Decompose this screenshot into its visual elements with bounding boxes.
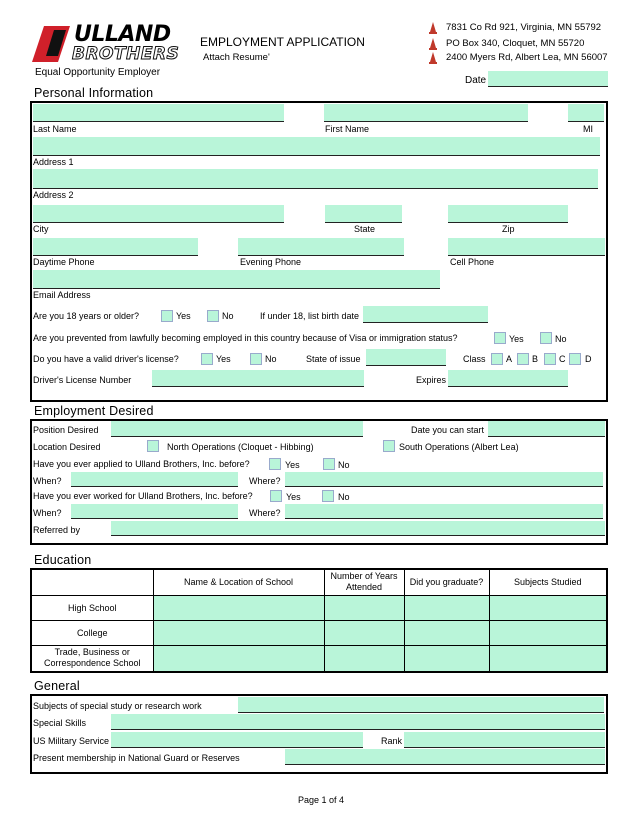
city-label: City: [33, 224, 49, 234]
evening-phone-field[interactable]: [238, 238, 404, 256]
worked-no-checkbox[interactable]: [322, 490, 334, 502]
special-study-field[interactable]: [238, 697, 604, 713]
class-b-label: B: [532, 354, 539, 364]
edu-cell-input[interactable]: [153, 595, 324, 620]
license-yes-label: Yes: [216, 354, 231, 364]
state-of-issue-field[interactable]: [366, 349, 446, 366]
visa-question: Are you prevented from lawfully becoming employed in this country because of Visa or immigration status?: [33, 333, 458, 343]
edu-cell-input[interactable]: [324, 595, 404, 620]
date-label: Date: [465, 75, 487, 86]
edu-row-label: Trade, Business or Correspondence School: [31, 645, 153, 672]
referred-field[interactable]: [111, 521, 605, 536]
rank-field[interactable]: [404, 732, 605, 748]
daytime-phone-field[interactable]: [33, 238, 198, 256]
special-skills-label: Special Skills: [33, 718, 87, 728]
edu-cell-input[interactable]: [404, 620, 489, 645]
license-yes-checkbox[interactable]: [201, 353, 213, 365]
class-c-checkbox[interactable]: [544, 353, 556, 365]
visa-yes-label: Yes: [509, 334, 524, 344]
edu-row-label: High School: [31, 595, 153, 620]
education-table: [30, 568, 608, 673]
zip-label: Zip: [502, 224, 515, 234]
class-d-label: D: [585, 354, 592, 364]
state-label: State: [354, 224, 376, 234]
applied-when-field[interactable]: [71, 472, 238, 487]
class-c-label: C: [559, 354, 566, 364]
class-label: Class: [463, 354, 486, 364]
city-field[interactable]: [33, 205, 284, 223]
edu-header-blank: [31, 569, 153, 595]
edu-header-graduate: Did you graduate?: [404, 569, 489, 595]
form-title: EMPLOYMENT APPLICATION: [200, 35, 365, 49]
visa-yes-checkbox[interactable]: [494, 332, 506, 344]
section-title-education: Education: [34, 553, 92, 567]
edu-cell-input[interactable]: [489, 620, 607, 645]
worked-when-label: When?: [33, 508, 62, 518]
edu-header-school: Name & Location of School: [153, 569, 324, 595]
age-no-label: No: [222, 311, 234, 321]
guard-field[interactable]: [285, 749, 605, 765]
applied-yes-label: Yes: [285, 460, 300, 470]
applied-when-label: When?: [33, 476, 62, 486]
visa-no-label: No: [555, 334, 567, 344]
location-label: Location Desired: [33, 442, 101, 452]
applied-where-field[interactable]: [285, 472, 603, 487]
class-d-checkbox[interactable]: [569, 353, 581, 365]
north-ops-label: North Operations (Cloquet - Hibbing): [167, 442, 314, 452]
military-label: US Military Service: [33, 736, 110, 746]
north-ops-checkbox[interactable]: [147, 440, 159, 452]
referred-label: Referred by: [33, 525, 81, 535]
applied-no-label: No: [338, 460, 350, 470]
section-title-personal: Personal Information: [34, 86, 154, 100]
last-name-field[interactable]: [33, 104, 284, 122]
license-question: Do you have a valid driver's license?: [33, 354, 179, 364]
page-number: Page 1 of 4: [298, 795, 345, 805]
state-of-issue-label: State of issue: [306, 354, 361, 364]
license-number-label: Driver's License Number: [33, 375, 132, 385]
worked-yes-label: Yes: [286, 492, 301, 502]
address2-label: Address 2: [33, 190, 74, 200]
edu-header-subjects: Subjects Studied: [489, 569, 607, 595]
age-no-checkbox[interactable]: [207, 310, 219, 322]
edu-cell-input[interactable]: [324, 645, 404, 672]
company-address: 2400 Myers Rd, Albert Lea, MN 56007: [446, 52, 608, 63]
edu-cell-input[interactable]: [404, 595, 489, 620]
company-address: 7831 Co Rd 921, Virginia, MN 55792: [446, 22, 602, 33]
cell-phone-label: Cell Phone: [450, 257, 495, 267]
daytime-phone-label: Daytime Phone: [33, 257, 95, 267]
start-date-field[interactable]: [488, 421, 605, 437]
south-ops-checkbox[interactable]: [383, 440, 395, 452]
evening-phone-label: Evening Phone: [240, 257, 302, 267]
expires-label: Expires: [416, 375, 447, 385]
license-number-field[interactable]: [152, 370, 364, 387]
start-date-label: Date you can start: [411, 425, 485, 435]
tagline: Equal Opportunity Employer: [35, 67, 161, 78]
age-yes-checkbox[interactable]: [161, 310, 173, 322]
under18-label: If under 18, list birth date: [260, 311, 360, 321]
map-pin-icon: [428, 22, 438, 34]
applied-yes-checkbox[interactable]: [269, 458, 281, 470]
email-label: Email Address: [33, 290, 91, 300]
license-no-label: No: [265, 354, 277, 364]
date-field[interactable]: [488, 71, 608, 87]
edu-header-years: Number of Years Attended: [324, 569, 404, 595]
applied-no-checkbox[interactable]: [323, 458, 335, 470]
age-question: Are you 18 years or older?: [33, 311, 140, 321]
edu-cell-input[interactable]: [489, 645, 607, 672]
applied-where-label: Where?: [249, 476, 281, 486]
edu-cell-input[interactable]: [404, 645, 489, 672]
address1-label: Address 1: [33, 157, 74, 167]
license-no-checkbox[interactable]: [250, 353, 262, 365]
edu-row-label: College: [31, 620, 153, 645]
cell-phone-field[interactable]: [448, 238, 605, 256]
address2-field[interactable]: [33, 169, 598, 189]
applied-question: Have you ever applied to Ulland Brothers, Inc. before?: [33, 459, 250, 469]
position-field[interactable]: [111, 421, 363, 437]
age-yes-label: Yes: [176, 311, 191, 321]
worked-no-label: No: [338, 492, 350, 502]
address1-field[interactable]: [33, 137, 600, 156]
first-name-label: First Name: [325, 124, 370, 134]
rank-label: Rank: [381, 736, 403, 746]
edu-cell-input[interactable]: [489, 595, 607, 620]
visa-no-checkbox[interactable]: [540, 332, 552, 344]
expires-field[interactable]: [448, 370, 568, 387]
class-b-checkbox[interactable]: [517, 353, 529, 365]
email-field[interactable]: [33, 270, 440, 289]
section-title-employment: Employment Desired: [34, 404, 154, 418]
map-pin-icon: [428, 38, 438, 50]
state-field[interactable]: [325, 205, 402, 223]
position-label: Position Desired: [33, 425, 99, 435]
birth-date-field[interactable]: [363, 306, 488, 323]
company-address: PO Box 340, Cloquet, MN 55720: [446, 38, 585, 49]
south-ops-label: South Operations (Albert Lea): [399, 442, 519, 452]
worked-yes-checkbox[interactable]: [270, 490, 282, 502]
map-pin-icon: [428, 52, 438, 64]
edu-cell-input[interactable]: [153, 620, 324, 645]
last-name-label: Last Name: [33, 124, 77, 134]
worked-where-label: Where?: [249, 508, 281, 518]
guard-label: Present membership in National Guard or Reserves: [33, 753, 240, 763]
class-a-label: A: [506, 354, 513, 364]
edu-cell-input[interactable]: [324, 620, 404, 645]
military-field[interactable]: [111, 732, 363, 748]
edu-cell-input[interactable]: [153, 645, 324, 672]
worked-question: Have you ever worked for Ulland Brothers, Inc. before?: [33, 491, 253, 501]
mi-field[interactable]: [568, 104, 604, 122]
section-title-general: General: [34, 679, 80, 693]
form-subtitle: Attach Resume': [203, 52, 270, 63]
worked-when-field[interactable]: [71, 504, 238, 519]
first-name-field[interactable]: [324, 104, 528, 122]
logo-word-brothers: BROTHERS: [72, 44, 180, 64]
worked-where-field[interactable]: [285, 504, 603, 519]
zip-field[interactable]: [448, 205, 568, 223]
mi-label: MI: [583, 124, 593, 134]
logo-word-ulland: ULLAND: [74, 22, 171, 47]
company-logo: [30, 24, 178, 64]
special-skills-field[interactable]: [111, 714, 605, 730]
class-a-checkbox[interactable]: [491, 353, 503, 365]
special-study-label: Subjects of special study or research work: [33, 701, 202, 711]
